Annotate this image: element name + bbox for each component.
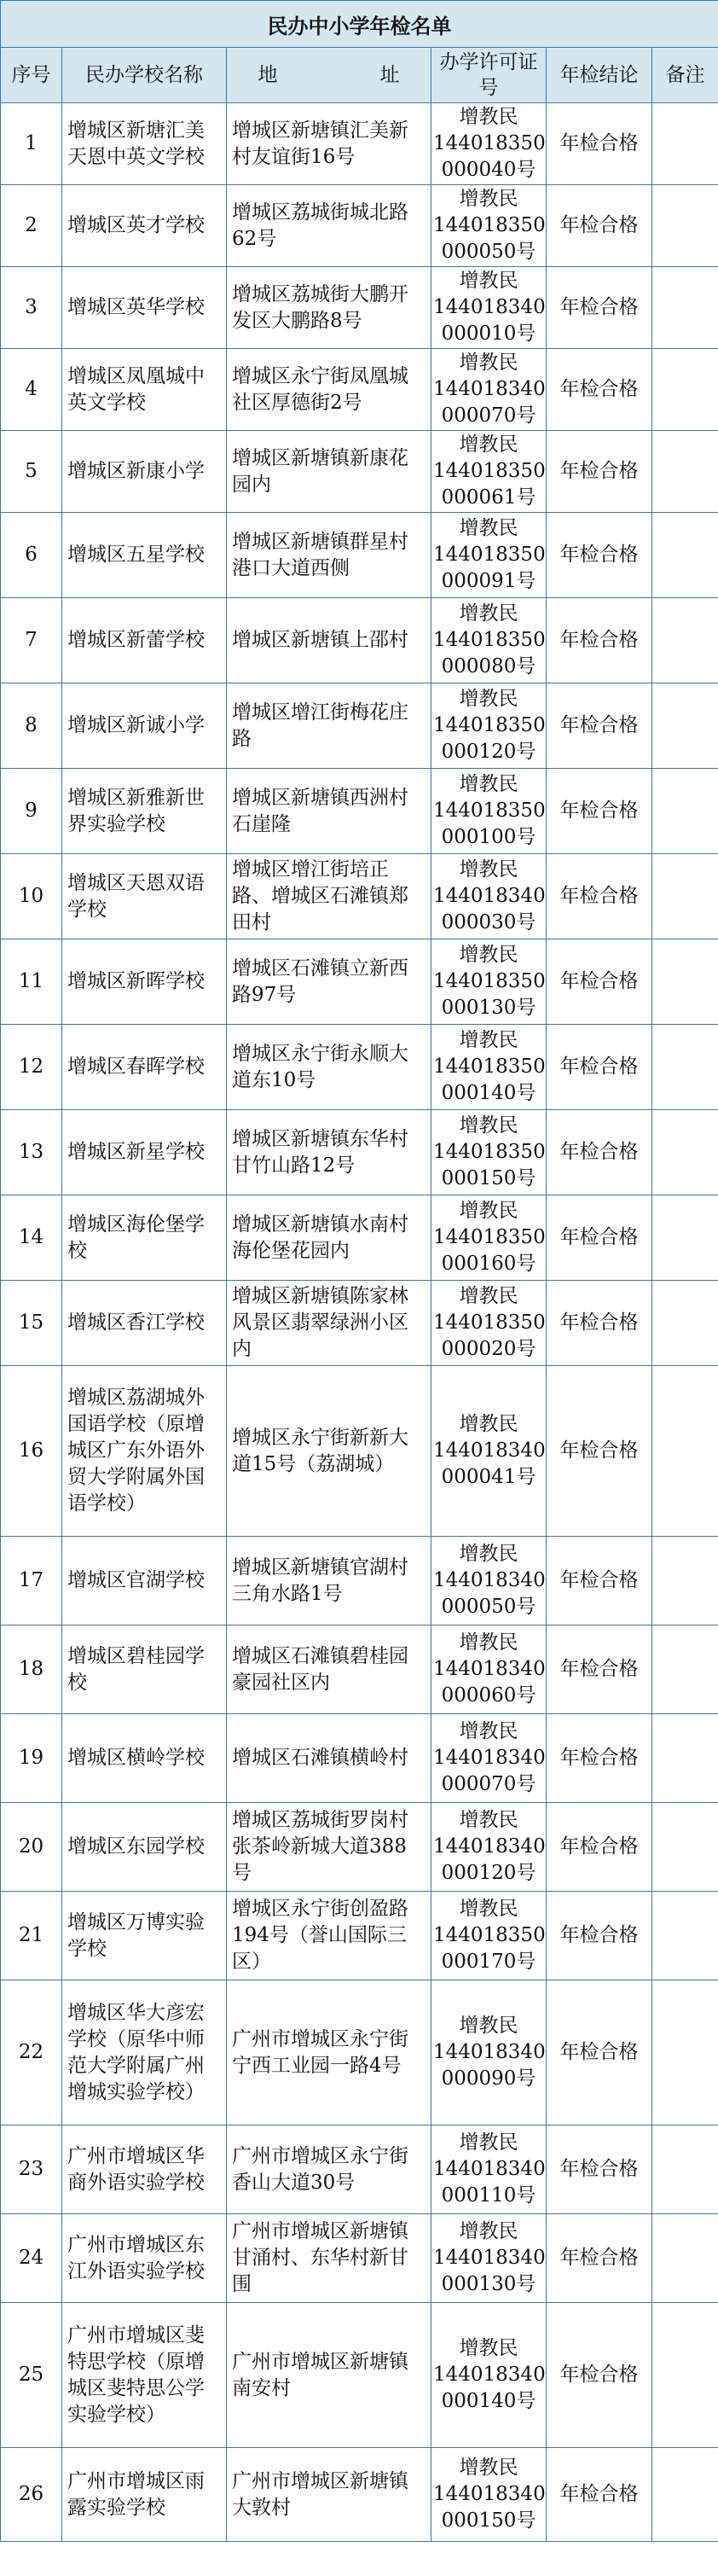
table-row <box>1 1803 718 1892</box>
row-note <box>652 1110 718 1195</box>
row-address: 广州市增城区新塘镇甘涌村、东华村新甘围 <box>227 2214 431 2303</box>
row-license: 增教民 144018350 000091号 <box>431 513 547 598</box>
row-result: 年检合格 <box>547 1537 652 1625</box>
row-school-name: 增城区横岭学校 <box>62 1714 227 1803</box>
row-index: 19 <box>1 1714 62 1803</box>
row-note <box>652 431 718 513</box>
row-license: 增教民 144018350 000120号 <box>431 683 547 769</box>
table-row <box>1 431 718 513</box>
row-license: 增教民 144018340 000090号 <box>431 1980 547 2125</box>
row-school-name: 增城区五星学校 <box>62 513 227 598</box>
row-note <box>652 1281 718 1366</box>
row-license: 增教民 144018340 000120号 <box>431 1803 547 1892</box>
row-license: 增教民 144018340 000070号 <box>431 1714 547 1803</box>
row-index: 3 <box>1 267 62 349</box>
row-index: 9 <box>1 769 62 854</box>
row-license: 增教民 144018340 000130号 <box>431 2214 547 2303</box>
row-address: 增城区新塘镇水南村海伦堡花园内 <box>227 1195 431 1281</box>
table-title: 民办中小学年检名单 <box>1 1 718 48</box>
row-result: 年检合格 <box>547 769 652 854</box>
row-school-name: 增城区新星学校 <box>62 1110 227 1195</box>
row-address: 增城区荔城街城北路62号 <box>227 185 431 267</box>
row-license: 增教民 144018340 000050号 <box>431 1537 547 1625</box>
row-license: 增教民 144018350 000130号 <box>431 939 547 1025</box>
row-result: 年检合格 <box>547 267 652 349</box>
row-result: 年检合格 <box>547 2214 652 2303</box>
row-address: 增城区荔城街罗岗村张茶岭新城大道388号 <box>227 1803 431 1892</box>
table-row <box>1 103 718 185</box>
row-result: 年检合格 <box>547 1714 652 1803</box>
table-row <box>1 1980 718 2125</box>
row-index: 5 <box>1 431 62 513</box>
row-result: 年检合格 <box>547 1110 652 1195</box>
row-school-name: 增城区新蕾学校 <box>62 598 227 683</box>
row-index: 17 <box>1 1537 62 1625</box>
row-index: 23 <box>1 2125 62 2214</box>
row-license: 增教民 144018350 000170号 <box>431 1892 547 1980</box>
table-row <box>1 1625 718 1714</box>
row-note <box>652 185 718 267</box>
row-license: 增教民 144018350 000061号 <box>431 431 547 513</box>
row-note <box>652 1803 718 1892</box>
row-index: 6 <box>1 513 62 598</box>
row-result: 年检合格 <box>547 2303 652 2448</box>
row-result: 年检合格 <box>547 1366 652 1537</box>
row-result: 年检合格 <box>547 513 652 598</box>
row-result: 年检合格 <box>547 185 652 267</box>
row-note <box>652 267 718 349</box>
table-row <box>1 185 718 267</box>
row-address: 增城区石滩镇碧桂园豪园社区内 <box>227 1625 431 1714</box>
row-school-name: 增城区官湖学校 <box>62 1537 227 1625</box>
row-result: 年检合格 <box>547 1195 652 1281</box>
row-school-name: 广州市增城区东江外语实验学校 <box>62 2214 227 2303</box>
row-result: 年检合格 <box>547 2448 652 2542</box>
row-index: 24 <box>1 2214 62 2303</box>
row-school-name: 增城区春晖学校 <box>62 1025 227 1110</box>
row-license: 增教民 144018350 000150号 <box>431 1110 547 1195</box>
header-result: 年检结论 <box>547 48 652 103</box>
table-row <box>1 2125 718 2214</box>
row-address: 增城区新塘镇汇美新村友谊街16号 <box>227 103 431 185</box>
row-license: 增教民 144018340 000041号 <box>431 1366 547 1537</box>
row-note <box>652 598 718 683</box>
row-note <box>652 939 718 1025</box>
row-address: 增城区荔城街大鹏开发区大鹏路8号 <box>227 267 431 349</box>
row-note <box>652 349 718 431</box>
row-result: 年检合格 <box>547 2125 652 2214</box>
row-index: 25 <box>1 2303 62 2448</box>
header-note: 备注 <box>652 48 718 103</box>
row-index: 1 <box>1 103 62 185</box>
table-row <box>1 513 718 598</box>
row-school-name: 增城区碧桂园学校 <box>62 1625 227 1714</box>
row-school-name: 增城区东园学校 <box>62 1803 227 1892</box>
row-note <box>652 103 718 185</box>
row-result: 年检合格 <box>547 598 652 683</box>
row-result: 年检合格 <box>547 1025 652 1110</box>
header-school-name: 民办学校名称 <box>62 48 227 103</box>
row-index: 21 <box>1 1892 62 1980</box>
table-row <box>1 2214 718 2303</box>
row-school-name: 增城区英才学校 <box>62 185 227 267</box>
row-address: 增城区新塘镇群星村港口大道西侧 <box>227 513 431 598</box>
row-school-name: 增城区新康小学 <box>62 431 227 513</box>
row-school-name: 增城区新晖学校 <box>62 939 227 1025</box>
row-school-name: 增城区英华学校 <box>62 267 227 349</box>
row-note <box>652 1892 718 1980</box>
header-address-right: 址 <box>379 64 400 86</box>
table-row <box>1 2303 718 2448</box>
row-address: 增城区新塘镇上邵村 <box>227 598 431 683</box>
row-license: 增教民 144018340 000140号 <box>431 2303 547 2448</box>
row-index: 16 <box>1 1366 62 1537</box>
header-index: 序号 <box>1 48 62 103</box>
row-school-name: 增城区天恩双语学校 <box>62 854 227 939</box>
row-note <box>652 1625 718 1714</box>
row-license: 增教民 144018340 000110号 <box>431 2125 547 2214</box>
row-license: 增教民 144018350 000080号 <box>431 598 547 683</box>
row-school-name: 广州市增城区华商外语实验学校 <box>62 2125 227 2214</box>
row-school-name: 增城区万博实验学校 <box>62 1892 227 1980</box>
table-row <box>1 267 718 349</box>
row-index: 20 <box>1 1803 62 1892</box>
row-index: 12 <box>1 1025 62 1110</box>
row-result: 年检合格 <box>547 683 652 769</box>
table-row <box>1 854 718 939</box>
row-address: 增城区增江街梅花庄路 <box>227 683 431 769</box>
row-index: 2 <box>1 185 62 267</box>
row-address: 广州市增城区新塘镇南安村 <box>227 2303 431 2448</box>
row-index: 14 <box>1 1195 62 1281</box>
row-result: 年检合格 <box>547 1281 652 1366</box>
row-address: 增城区新塘镇新康花园内 <box>227 431 431 513</box>
row-address: 增城区新塘镇陈家林风景区翡翠绿洲小区内 <box>227 1281 431 1366</box>
row-index: 10 <box>1 854 62 939</box>
row-result: 年检合格 <box>547 431 652 513</box>
table-row <box>1 1366 718 1537</box>
row-address: 增城区石滩镇横岭村 <box>227 1714 431 1803</box>
row-note <box>652 854 718 939</box>
row-school-name: 增城区新诚小学 <box>62 683 227 769</box>
row-license: 增教民 144018350 000020号 <box>431 1281 547 1366</box>
row-address: 增城区永宁街创盈路194号（誉山国际三区） <box>227 1892 431 1980</box>
row-license: 增教民 144018340 000030号 <box>431 854 547 939</box>
row-address: 广州市增城区永宁街香山大道30号 <box>227 2125 431 2214</box>
row-index: 11 <box>1 939 62 1025</box>
header-license: 办学许可证号 <box>431 48 547 103</box>
row-address: 广州市增城区新塘镇大敦村 <box>227 2448 431 2542</box>
table-row <box>1 2448 718 2542</box>
row-note <box>652 1714 718 1803</box>
table-row <box>1 683 718 769</box>
row-result: 年检合格 <box>547 1625 652 1714</box>
row-note <box>652 1025 718 1110</box>
row-school-name: 增城区海伦堡学校 <box>62 1195 227 1281</box>
row-address: 增城区石滩镇立新西路97号 <box>227 939 431 1025</box>
row-address: 增城区永宁街凤凰城社区厚德街2号 <box>227 349 431 431</box>
table-row <box>1 1537 718 1625</box>
row-license: 增教民 144018340 000070号 <box>431 349 547 431</box>
row-address: 增城区永宁街永顺大道东10号 <box>227 1025 431 1110</box>
row-note <box>652 1537 718 1625</box>
table-row <box>1 349 718 431</box>
table-row <box>1 1281 718 1366</box>
row-result: 年检合格 <box>547 1892 652 1980</box>
row-note <box>652 2303 718 2448</box>
row-license: 增教民 144018340 000150号 <box>431 2448 547 2542</box>
row-note <box>652 769 718 854</box>
row-address: 增城区永宁街新新大道15号（荔湖城） <box>227 1366 431 1537</box>
table-row <box>1 1025 718 1110</box>
table-row <box>1 769 718 854</box>
row-school-name: 增城区新塘汇美天恩中英文学校 <box>62 103 227 185</box>
row-school-name: 增城区新雅新世界实验学校 <box>62 769 227 854</box>
header-address-left: 地 <box>258 64 278 86</box>
row-index: 15 <box>1 1281 62 1366</box>
row-index: 18 <box>1 1625 62 1714</box>
row-school-name: 增城区华大彦宏学校（原华中师范大学附属广州增城实验学校） <box>62 1980 227 2125</box>
row-note <box>652 1980 718 2125</box>
row-note <box>652 683 718 769</box>
row-license: 增教民 144018350 000160号 <box>431 1195 547 1281</box>
row-address: 增城区新塘镇西洲村石崖隆 <box>227 769 431 854</box>
row-index: 7 <box>1 598 62 683</box>
table-row <box>1 1714 718 1803</box>
header-address <box>227 48 431 103</box>
row-result: 年检合格 <box>547 1803 652 1892</box>
row-license: 增教民 144018350 000050号 <box>431 185 547 267</box>
row-index: 8 <box>1 683 62 769</box>
row-address: 增城区增江街培正路、增城区石滩镇郑田村 <box>227 854 431 939</box>
row-result: 年检合格 <box>547 103 652 185</box>
row-index: 13 <box>1 1110 62 1195</box>
row-school-name: 增城区荔湖城外国语学校（原增城区广东外语外贸大学附属外国语学校） <box>62 1366 227 1537</box>
row-note <box>652 2125 718 2214</box>
row-result: 年检合格 <box>547 349 652 431</box>
table-row <box>1 1892 718 1980</box>
row-note <box>652 1366 718 1537</box>
row-note <box>652 1195 718 1281</box>
row-license: 增教民 144018340 000010号 <box>431 267 547 349</box>
row-address: 增城区新塘镇东华村甘竹山路12号 <box>227 1110 431 1195</box>
row-note <box>652 2448 718 2542</box>
table-row <box>1 1195 718 1281</box>
row-index: 4 <box>1 349 62 431</box>
row-index: 22 <box>1 1980 62 2125</box>
row-license: 增教民 144018350 000100号 <box>431 769 547 854</box>
row-license: 增教民 144018340 000060号 <box>431 1625 547 1714</box>
row-license: 增教民 144018350 000040号 <box>431 103 547 185</box>
table-row <box>1 939 718 1025</box>
row-school-name: 增城区香江学校 <box>62 1281 227 1366</box>
row-address: 广州市增城区永宁街宁西工业园一路4号 <box>227 1980 431 2125</box>
table-row <box>1 598 718 683</box>
table-body <box>1 103 718 2542</box>
row-license: 增教民 144018350 000140号 <box>431 1025 547 1110</box>
row-result: 年检合格 <box>547 939 652 1025</box>
table-row <box>1 1110 718 1195</box>
row-index: 26 <box>1 2448 62 2542</box>
row-school-name: 广州市增城区雨露实验学校 <box>62 2448 227 2542</box>
row-school-name: 增城区凤凰城中英文学校 <box>62 349 227 431</box>
row-school-name: 广州市增城区斐特思学校（原增城区斐特思公学实验学校） <box>62 2303 227 2448</box>
row-result: 年检合格 <box>547 854 652 939</box>
row-note <box>652 513 718 598</box>
row-note <box>652 2214 718 2303</box>
row-result: 年检合格 <box>547 1980 652 2125</box>
row-address: 增城区新塘镇官湖村三角水路1号 <box>227 1537 431 1625</box>
